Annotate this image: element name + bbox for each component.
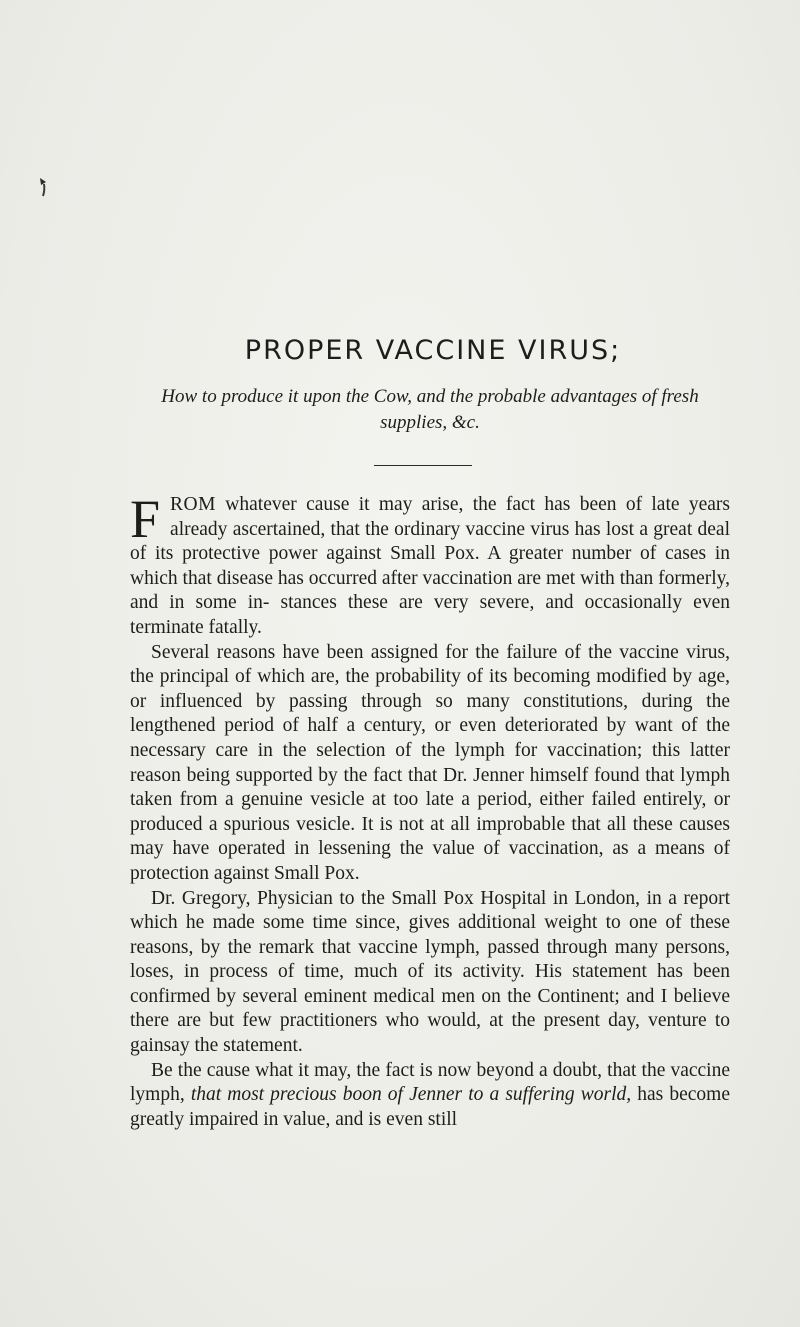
- drop-cap: F: [130, 489, 161, 549]
- paragraph-4-text-before: Be the cause what it may, the fact is now beyond a doubt, that the vaccine lymph,: [130, 1059, 730, 1106]
- title-divider: [374, 465, 472, 466]
- body-text: [130, 489, 730, 1132]
- subtitle: How to produce it upon the Cow, and the probable advantages of fresh supplies, &c.: [161, 386, 699, 433]
- paragraph-1: [130, 489, 730, 641]
- paragraph-2: Several reasons have been assigned for the failure of the vaccine virus, the principal of which are, the probability of its becoming modified by age, or influenced by passing through so many constitutions, during the lengthened period of half a century, or even deteriorated by want of the necessary care in the selection of the lymph for vaccination; this latter reason being supported by the fact that Dr. Jenner himself found that lymph taken from a genuine vesicle at too late a period, either failed entirely, or produced a spurious vesicle. It is not at all improbable that all these causes may have operated in lessening the value of vaccination, as a means of protection against Small Pox.: [130, 641, 730, 884]
- paragraph-4: [130, 1059, 730, 1133]
- paragraph-4-text-after: has become greatly impaired in value, and is even still: [130, 1084, 730, 1130]
- paragraph-3: Dr. Gregory, Physician to the Small Pox Hospital in London, in a report which he made some time since, gives additional weight to one of these reasons, by the remark that vaccine lymph, passed through many persons, loses, in process of time, much of its activity. His statement has been confirmed by several eminent medical men on the Continent; and I believe there are but few practitioners who would, at the present day, venture to gainsay the statement.: [130, 887, 730, 1057]
- page-title: PROPER VACCINE VIRUS;: [244, 335, 622, 366]
- paragraph-1-text: whatever cause it may arise, the fact has been of late years already ascertained, that the ordinary vaccine virus has lost a great deal of its protective power against Small Pox. A greater number of cases in which that disease has occurred after vaccination are met with than formerly, and in some in- stances these are very severe, and occasionally even terminate fatally.: [130, 494, 730, 638]
- lead-caps: ROM: [170, 494, 216, 515]
- paragraph-4-italic: that most precious boon of Jenner to a suffering world,: [190, 1084, 632, 1106]
